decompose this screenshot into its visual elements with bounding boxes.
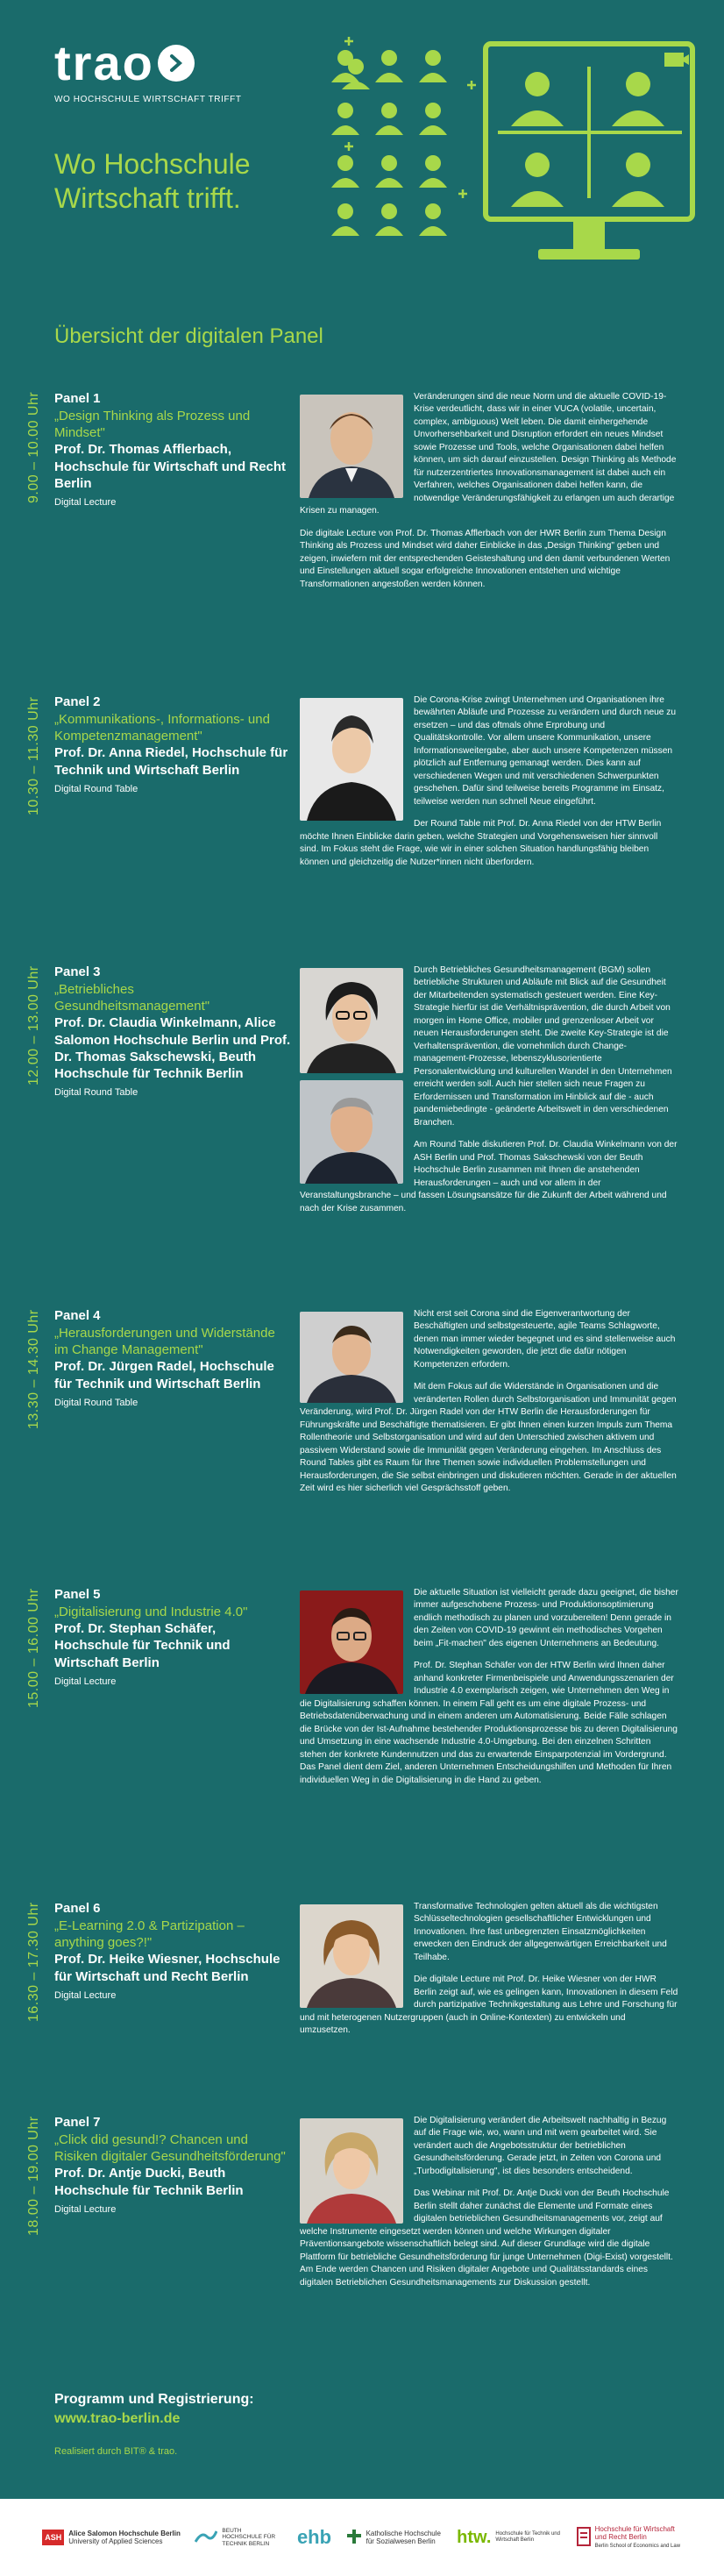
realized-by: Realisiert durch BIT® & trao.	[54, 2446, 178, 2457]
panel-format: Digital Round Table	[54, 1087, 138, 1099]
registration-label: Programm und Registrierung:	[54, 2392, 254, 2407]
video-conference-illustration	[323, 32, 699, 295]
logo-text: trao	[54, 35, 154, 90]
panel-time: 10.30 – 11.30 Uhr	[26, 696, 41, 815]
panel-time: 13.30 – 14.30 Uhr	[26, 1309, 41, 1429]
panel-time: 18.00 – 19.00 Uhr	[26, 2116, 41, 2236]
panel-title: „Click did gesund!? Chancen und Risiken digitaler Gesundheitsförderung"	[54, 2132, 286, 2165]
hero-title: Wo Hochschule Wirtschaft trifft.	[54, 148, 251, 215]
panel-speaker: Prof. Dr. Anna Riedel, Hochschule für Technik und Wirtschaft Berlin	[54, 745, 288, 778]
trao-logo[interactable]	[54, 35, 242, 104]
registration-link[interactable]: www.trao-berlin.de	[54, 2411, 181, 2426]
panel-title: „Kommunikations-, Informations- und Kompetenzmanagement"	[54, 712, 270, 744]
panel-number: Panel 3	[54, 964, 101, 979]
panel-info	[54, 1587, 291, 1687]
beuth-logo-icon	[195, 2530, 217, 2545]
panel-info	[54, 1308, 291, 1408]
panel-number: Panel 5	[54, 1587, 101, 1602]
panel-format: Digital Round Table	[54, 783, 138, 794]
panel-number: Panel 4	[54, 1308, 101, 1323]
panel-speaker: Prof. Dr. Jürgen Radel, Hochschule für Technik und Wirtschaft Berlin	[54, 1359, 274, 1391]
panel-speaker: Prof. Dr. Heike Wiesner, Hochschule für Wirtschaft und Recht Berlin	[54, 1952, 280, 1984]
panel-description: Veränderungen sind die neue Norm und die aktuelle COVID-19-Krise verdeutlicht, dass wir in einer VUCA (volatile, uncertain, complex, ambiguous) Welt leben. Die damit einhergehende Unvorhersehbarkeit und Disruption erfordert ein neues Mindset sowie Prozesse und Tools, welche Organisationen dabei helfen können, um sich darauf einzustellen. Design Thinking als Methode für nutzerzentriertes Innovationsmanagement ist dabei auch ein Verfahren, welches Organisationen dabei helfen kann, die notwendige Veränderungsfähigkeit zu erlangen um auch derartige Krisen zu managen. Die digitale Lecture von Prof. Dr. Thomas Afflerbach von der HWR Berlin zum Thema Design Thinking als Prozess und Mindset wird daher Einblicke in das „Design Thinking" geben und zeigen, inwiefern mit der entsprechenden Geisteshaltung und den damit verbundenen Werten und Einstellungen aktuell sogar erfolgreiche Innovationen entstehen und wichtige Transformationen angestoßen werden können.	[300, 392, 677, 589]
panel-title: „Design Thinking als Prozess und Mindset"	[54, 409, 251, 441]
panel-title: „Herausforderungen und Widerstände im Change Management"	[54, 1326, 275, 1358]
panel-info	[54, 2115, 291, 2215]
partner-logos	[0, 2499, 724, 2576]
header	[0, 0, 724, 324]
panel-speaker: Prof. Dr. Claudia Winkelmann, Alice Salomon Hochschule Berlin und Prof. Dr. Thomas Sakschewski, Beuth Hochschule für Technik Berlin	[54, 1015, 291, 1081]
panel-speaker: Prof. Dr. Thomas Afflerbach, Hochschule für Wirtschaft und Recht Berlin	[54, 442, 287, 491]
panel-info	[54, 1901, 291, 2001]
panel-format: Digital Lecture	[54, 2203, 117, 2215]
panel-title: „Betriebliches Gesundheitsmanagement"	[54, 982, 210, 1014]
panel-format: Digital Lecture	[54, 1676, 117, 1687]
panel-info	[54, 694, 291, 794]
panel-speaker: Prof. Dr. Antje Ducki, Beuth Hochschule für Technik Berlin	[54, 2166, 244, 2198]
panel-description: Die Corona-Krise zwingt Unternehmen und Organisationen ihre bewährten Abläufe und Prozesse zu verändern und durch neue zu ersetzen – und das oftmals ohne Erprobung und Qualitätskontrolle. Vor allem unsere Kommunikation, unsere Informationsweitergabe, aber auch unsere Kompetenzen müssen plötzlich auf Entfernung gemanagt werden. Dies kann auf verschiedenen Wegen und mit verschiedenen Schwerpunkten geschehen. Dafür sind teilweise bereits Programme im Einsatz, teilweise werden nun schnell Neue eingeführt. Der Round Table mit Prof. Dr. Anna Riedel von der HTW Berlin möchte Ihnen Einblicke darin geben, welche Strategien und Vorgehensweisen hier sinnvoll sind. Im Fokus steht die Frage, wie wir in einer solchen Situation handlungsfähig bleiben können und gleichzeitig die Nutzer*innen nicht überfordern.	[300, 695, 677, 867]
partner-logo-htw[interactable]: htw. Hochschule für Technik und Wirtschaft Berlin	[457, 2527, 560, 2547]
partner-logo-hwr[interactable]: Hochschule für Wirtschaft und Recht Berlin Berlin School of Economics and Law	[577, 2525, 682, 2550]
section-title: Übersicht der digitalen Panel	[54, 324, 323, 348]
partner-logo-ehb[interactable]	[297, 2526, 331, 2548]
arrow-right-icon	[158, 45, 195, 82]
panel-number: Panel 2	[54, 694, 101, 709]
panel-description: Transformative Technologien gelten aktuell als die wichtigsten Schlüsseltechnologien gesellschaftlicher Entwicklungen und Innovationen. Ihre fast unbegrenzten Einsatzmöglichkeiten erwecken den Eindruck der allgegenwärtigen Erreichbarkeit und Teilhabe. Die digitale Lecture mit Prof. Dr. Heike Wiesner von der HWR Berlin zeigt auf, wie es gelingen kann, Innovationen in diesem Feld durch partizipative Technikgestaltung aus Lehre und Forschung für und mit heterogenen Nutzergruppen (auch in Online-Kontexten) zu entwickeln und umzusetzen.	[300, 1902, 678, 2036]
panel-description: Die Digitalisierung verändert die Arbeitswelt nachhaltig in Bezug auf die Frage wie, wo, wann und mit wem gearbeitet wird. Sie verändert auch die Angebotsstruktur der betrieblichen Gesundheitsförderung. Gerade jetzt, in Zeiten von Corona und „Turbodigitalisierung", ist dies besonders entscheidend. Das Webinar mit Prof. Dr. Antje Ducki von der Beuth Hochschule Berlin stellt daher zunächst die Elemente und Formate eines digitalen betrieblichen Gesundheitsmanagements vor, zeigt auf welche Instrumente eingesetzt werden können und welche Wirkungen digitaler Präventionsangebote wissenschaftlich belegt sind. Auf dieser Grundlage wird die digitale Plattform für betriebliche Gesundheitsförderung für junge Unternehmen (Digi-Exist) vorgestellt. Am Ende werden Chancen und Risiken digitaler Angebote und Qualitätsstandards eines digitalen Betrieblichen Gesundheitsmanagements zur Diskussion gestellt.	[300, 2116, 673, 2288]
hwr-logo-icon	[577, 2527, 591, 2548]
panel-time: 12.00 – 13.00 Uhr	[26, 965, 41, 1085]
panel-description: Die aktuelle Situation ist vielleicht gerade dazu geeignet, die bisher immer aufgeschobene Prozess- und Produktionsoptimierung endlich methodisch zu planen und vorzubereiten! Denn gerade in den Zeiten von COVID-19 gewinnt ein methodisches Vorgehen beim „Fit-machen" des eigenen Unternehmens an Bedeutung. Prof. Dr. Stephan Schäfer von der HTW Berlin wird Ihnen daher anhand konkreter Firmenbeispiele und Anwendungsszenarien der Industrie 4.0 exemplarisch zeigen, wie Unternehmen den Weg in die Digitalisierung schaffen können. In einem Fall geht es um eine digitale Prozess- und Betriebsdatenüberwachung und in einem anderen um Automatisierung. Beide Fälle schlagen die Brücke von der Ist-Aufnahme bestehender Produktionsprozesse bis zu deren Digitalisierung und Umsetzung in eine wachsende Industrie 4.0-Umgebung. Bei den einzelnen Schritten stehen der konkrete Kundennutzen und das zu erwartende Einsparpotenzial im Vordergrund. Das Panel dient dem Ziel, anderen Unternehmen Entscheidungshilfen und Methoden für Ihren individuellen Weg in die Digitalisierung in die Hand zu geben.	[300, 1588, 678, 1785]
khsb-logo-icon	[346, 2529, 362, 2546]
panel-number: Panel 6	[54, 1901, 101, 1916]
footer	[54, 2392, 254, 2457]
panel-title: „Digitalisierung und Industrie 4.0"	[54, 1605, 248, 1619]
partner-logo-ash[interactable]: ASH Alice Salomon Hochschule Berlin University of Applied Sciences	[42, 2530, 181, 2545]
panel-time: 9.00 – 10.00 Uhr	[26, 391, 41, 503]
panel-description: Durch Betriebliches Gesundheitsmanagement (BGM) sollen betriebliche Strukturen und Abläufe mit Blick auf die Gesundheit der Mitarbeitenden systematisch gesteuert werden. Eine Key-Strategie hierfür ist die Verhältnisprävention, die durch Arbeit von morgen im Home Office, mobiler und grenzenloser Arbeit vor neuen Herausforderungen steht. Die zweite Key-Strategie ist die Verhaltensprävention, die vornehmlich durch Change-management-Prozesse, lebenszyklusorientierte Personalentwicklung und kulturellen Wandel in den Unternehmen erreicht werden soll. Auch hier stellen sich neue Fragen zu Erfordernissen und Transformation im Hinblick auf die - auch pandemiebedingte - geänderte Arbeitswelt in den verschiedenen Branchen. Am Round Table diskutieren Prof. Dr. Claudia Winkelmann von der ASH Berlin und Prof. Thomas Sakschewski von der Beuth Hochschule Berlin zusammen mit Ihnen die anstehenden Herausforderungen – auch und vor allem in der Veranstaltungsbranche – und fassen Lösungsansätze für die Zukunft der Arbeit während und nach der Krise zusammen.	[300, 965, 678, 1213]
panel-info	[54, 391, 291, 508]
panel-format: Digital Lecture	[54, 1989, 117, 2001]
panel-time: 15.00 – 16.00 Uhr	[26, 1588, 41, 1708]
panel-speaker: Prof. Dr. Stephan Schäfer, Hochschule für Technik und Wirtschaft Berlin	[54, 1621, 231, 1670]
panel-number: Panel 7	[54, 2115, 101, 2130]
partner-logo-khsb[interactable]: Katholische Hochschule für Sozialwesen Berlin	[346, 2529, 443, 2546]
panel-info	[54, 964, 291, 1098]
htw-logo-text: htw.	[457, 2527, 492, 2547]
panel-description: Nicht erst seit Corona sind die Eigenverantwortung der Beschäftigten und selbstgesteuerte, agile Teams Schlagworte, denen man immer wieder begegnet und es sind stellenweise auch Notwendigkeiten geworden, die jetzt die dafür nötigen Kompetenzen erfordern. Mit dem Fokus auf die Widerstände in Organisationen und die veränderten Rollen durch Selbstorganisation und Immunität gegen Veränderung, wird Prof. Dr. Jürgen Radel von der HTW Berlin die Herausforderungen für Führungskräfte und Beschäftigte thematisieren. Er gibt Ihnen einen kurzen Impuls zum Thema Rollentheorie und Selbstorganisation und wird auf den Unterschied zwischen aktivem und passivem Widerstand sowie die Immunität gegen Veränderung eingehen. Im Anschluss des Round Tables gibt es Raum für Ihre Themen sowie individuellen Problemstellungen und Herausforderungen, die Sie selbst einbringen und diskutieren möchten. Gerade in der aktuellen Zeit wird es hier sicherlich viel Gesprächsstoff geben.	[300, 1309, 677, 1494]
panel-title: „E-Learning 2.0 & Partizipation – anything goes?!"	[54, 1918, 245, 1951]
ehb-logo-text: ehb	[296, 2526, 332, 2549]
partner-logo-beuth[interactable]: BEUTH HOCHSCHULE FÜR TECHNIK BERLIN	[195, 2528, 282, 2547]
panel-number: Panel 1	[54, 391, 101, 406]
logo-tagline: WO HOCHSCHULE WIRTSCHAFT TRIFFT	[54, 95, 242, 104]
panel-time: 16.30 – 17.30 Uhr	[26, 1902, 41, 2022]
ash-logo-icon: ASH	[42, 2530, 64, 2545]
panel-format: Digital Round Table	[54, 1397, 138, 1408]
panel-format: Digital Lecture	[54, 496, 117, 508]
